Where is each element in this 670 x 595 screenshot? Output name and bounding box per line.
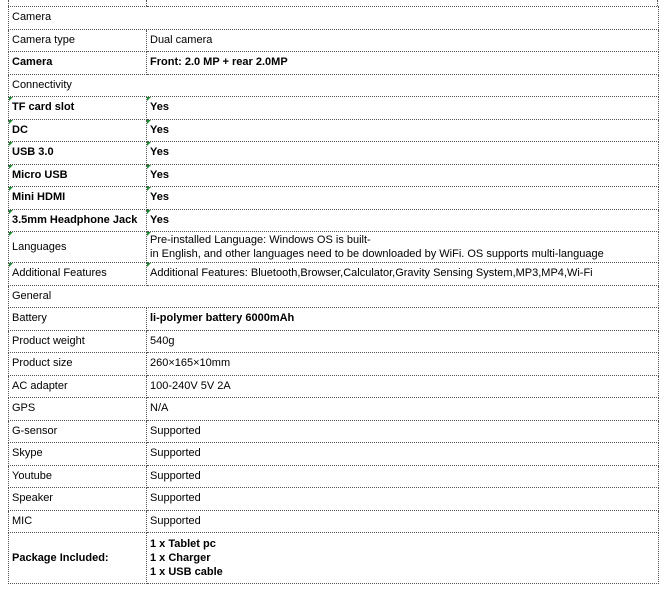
spec-label: Package Included: [9,533,147,584]
spec-label: DC [9,119,147,142]
spec-label: Battery [9,308,147,331]
cell-comment-marker-icon [147,142,151,146]
cell-comment-marker-icon [147,210,151,214]
spec-value: Supported [147,443,659,466]
spec-row [9,420,659,443]
spec-value: Supported [147,488,659,511]
spec-label: Camera type [9,29,147,52]
spec-label: Languages [9,232,147,263]
spec-label: G-sensor [9,420,147,443]
cell-comment-marker-icon [9,187,13,191]
section-row [9,7,659,30]
spec-label: GPS [9,398,147,421]
cell-comment-marker-icon [9,120,13,124]
cell-comment-marker-icon [147,263,151,267]
spec-label: Speaker [9,488,147,511]
spec-sheet [8,0,658,584]
spec-row [9,52,659,75]
spec-label: MIC [9,510,147,533]
cell-comment-marker-icon [147,187,151,191]
cell-comment-marker-icon [9,263,13,267]
spec-label: 3.5mm Headphone Jack [9,209,147,232]
cell-comment-marker-icon [9,165,13,169]
spec-label: Camera [9,52,147,75]
spec-row [9,443,659,466]
spec-label: Youtube [9,465,147,488]
cell-comment-marker-icon [147,232,151,236]
spec-value: Front: 2.0 MP + rear 2.0MP [147,52,659,75]
table-top-fragment [8,0,658,6]
spec-label: TF card slot [9,97,147,120]
spec-row [9,209,659,232]
spec-value: 100-240V 5V 2A [147,375,659,398]
spec-value: Yes [147,209,659,232]
spec-table-body [9,7,659,584]
spec-value: Yes [147,187,659,210]
spec-row [9,488,659,511]
spec-value: Yes [147,119,659,142]
spec-label: Mini HDMI [9,187,147,210]
section-title: Connectivity [9,74,659,97]
spec-row [9,465,659,488]
spec-row [9,142,659,165]
spec-value: Yes [147,142,659,165]
spec-value: Supported [147,510,659,533]
spec-row [9,330,659,353]
spec-label: Product size [9,353,147,376]
spec-row [9,97,659,120]
spec-row [9,164,659,187]
cell-comment-marker-icon [147,165,151,169]
spec-value: Pre-installed Language: Windows OS is built- in English, and other languages need to be downloaded by WiFi. OS supports multi-language [147,232,659,263]
spec-row [9,510,659,533]
spec-value: 1 x Tablet pc 1 x Charger 1 x USB cable [147,533,659,584]
cell-comment-marker-icon [147,120,151,124]
spec-row [9,308,659,331]
cell-comment-marker-icon [9,232,13,236]
spec-value: Supported [147,420,659,443]
cell-comment-marker-icon [9,142,13,146]
spec-value: Additional Features: Bluetooth,Browser,Calculator,Gravity Sensing System,MP3,MP4,Wi-Fi [147,263,659,286]
spec-row [9,263,659,286]
cell-comment-marker-icon [9,210,13,214]
spec-row [9,29,659,52]
section-title: General [9,285,659,308]
spec-label: Additional Features [9,263,147,286]
spec-value: Yes [147,97,659,120]
spec-value: li-polymer battery 6000mAh [147,308,659,331]
spec-label: AC adapter [9,375,147,398]
cell-comment-marker-icon [147,97,151,101]
cell-comment-marker-icon [9,97,13,101]
spec-value: 540g [147,330,659,353]
spec-row [9,119,659,142]
spec-label: USB 3.0 [9,142,147,165]
spec-row [9,232,659,263]
section-row [9,74,659,97]
spec-row [9,398,659,421]
spec-value: N/A [147,398,659,421]
section-row [9,285,659,308]
spec-value: Yes [147,164,659,187]
spec-value: Supported [147,465,659,488]
spec-table [8,6,659,584]
spec-row [9,187,659,210]
spec-label: Micro USB [9,164,147,187]
spec-label: Skype [9,443,147,466]
spec-value: 260×165×10mm [147,353,659,376]
spec-label: Product weight [9,330,147,353]
spec-row [9,375,659,398]
spec-row [9,353,659,376]
section-title: Camera [9,7,659,30]
spec-value: Dual camera [147,29,659,52]
spec-row [9,533,659,584]
